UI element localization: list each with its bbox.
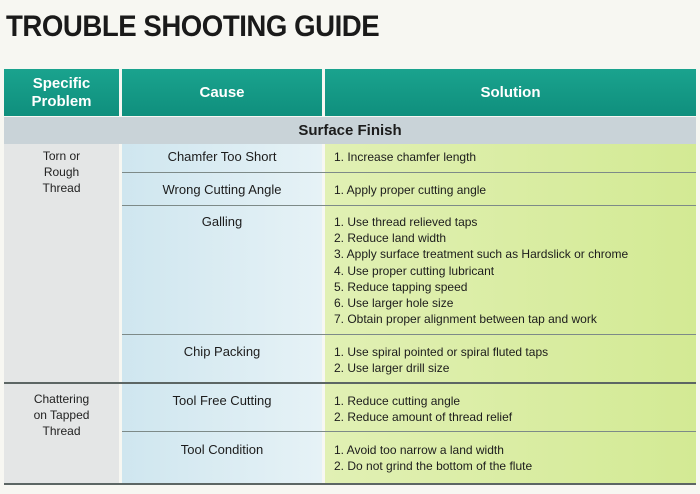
solution-item: 1. Reduce cutting angle (334, 394, 461, 408)
cause-chamfer-too-short: Chamfer Too Short (167, 149, 277, 164)
problem-torn-rough-thread: Torn or Rough Thread (42, 149, 81, 195)
page-title: TROUBLE SHOOTING GUIDE (6, 10, 380, 43)
solution-item: 1. Use thread relieved taps (334, 215, 478, 229)
solution-item: 4. Use proper cutting lubricant (334, 263, 495, 278)
solution-list-chip-packing (334, 344, 694, 376)
solution-item: 1. Apply proper cutting angle (334, 183, 487, 197)
solution-item: 6. Use larger hole size (334, 296, 454, 311)
solution-item: 3. Apply surface treatment such as Hardslick or chrome (334, 247, 629, 262)
solution-item: 2. Use larger drill size (334, 361, 450, 376)
solution-item: 1. Use spiral pointed or spiral fluted taps (334, 345, 549, 359)
row-divider (122, 205, 696, 206)
row-divider (122, 334, 696, 335)
row-divider (122, 172, 696, 173)
cause-tool-condition: Tool Condition (180, 442, 264, 457)
header-cause: Cause (122, 69, 322, 116)
cause-tool-free-cutting: Tool Free Cutting (172, 393, 272, 408)
cause-chip-packing: Chip Packing (183, 344, 261, 359)
solution-item: 1. Avoid too narrow a land width (334, 443, 504, 457)
problem-chattering-tapped-thread: Chattering on Tapped Thread (33, 392, 90, 438)
trouble-shooting-table (4, 69, 696, 485)
solution-list-galling (334, 214, 694, 327)
cause-wrong-cutting-angle: Wrong Cutting Angle (162, 182, 282, 197)
group-divider (4, 382, 696, 384)
cause-galling: Galling (201, 214, 243, 229)
solution-list-tool-free-cutting (334, 393, 694, 425)
solution-item: 5. Reduce tapping speed (334, 279, 468, 294)
header-solution: Solution (325, 69, 696, 116)
header-specific-problem: Specific Problem (4, 69, 119, 116)
solution-list-cutting-angle (334, 182, 694, 198)
row-divider (122, 431, 696, 432)
solution-list-chamfer (334, 149, 694, 165)
solution-item: 2. Reduce land width (334, 231, 447, 246)
section-surface-finish: Surface Finish (4, 117, 696, 144)
solution-item: 1. Increase chamfer length (334, 150, 477, 164)
solution-list-tool-condition (334, 442, 694, 474)
solution-item: 2. Do not grind the bottom of the flute (334, 459, 533, 474)
solution-item: 2. Reduce amount of thread relief (334, 410, 513, 425)
table-bottom-border (4, 483, 696, 485)
solution-item: 7. Obtain proper alignment between tap and work (334, 312, 597, 327)
